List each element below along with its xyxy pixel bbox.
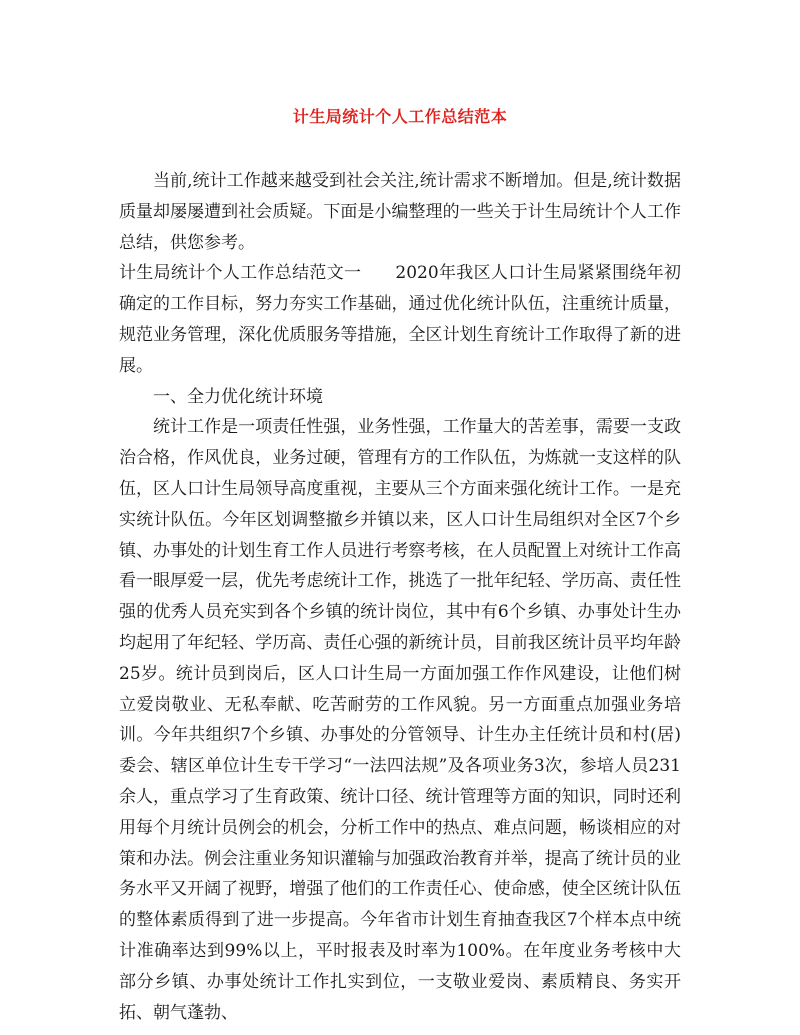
section-heading: 一、全力优化统计环境 <box>153 386 323 407</box>
body-paragraph: 统计工作是一项责任性强，业务性强，工作量大的苦差事，需要一支政治合格，作风优良，业务过硬，管理有方的工作队伍，为炼就一支这样的队伍，区人口计生局领导高度重视，主要从三个方面来强化统计工作。一是充实统计队伍。今年区划调整撤乡并镇以来，区人口计生局组织对全区7个乡镇、办事处的计划生育工作人员进行考察考核，在人员配置上对统计工作高看一眼厚爱一层，优先考虑统计工作，挑选了一批年纪轻、学历高、责任性强的优秀人员充实到各个乡镇的统计岗位，其中有6个乡镇、办事处计生办均起用了年纪轻、学历高、责任心强的新统计员，目前我区统计员平均年龄25岁。统计员到岗后，区人口计生局一方面加强工作作风建设，让他们树立爱岗敬业、无私奉献、吃苦耐劳的工作风貌。另一方面重点加强业务培训。今年共组织7个乡镇、办事处的分管领导、计生办主任统计员和村(居)委会、辖区单位计生专干学习“一法四法规”及各项业务3次，参培人员231余人，重点学习了生育政策、统计口径、统计管理等方面的知识，同时还利用每个月统计员例会的机会，分析工作中的热点、难点问题，畅谈相应的对策和办法。例会注重业务知识灌输与加强政治教育并举，提高了统计员的业务水平又开阔了视野，增强了他们的工作责任心、使命感，使全区统计队伍的整体素质得到了进一步提高。今年省市计划生育抽查我区7个样本点中统计准确率达到99%以上，平时报表及时率为100%。在年度业务考核中大部分乡镇、办事处统计工作扎实到位，一支敬业爱岗、素质精良、务实开拓、朝气蓬勃、 <box>119 417 681 1023</box>
section-label: 计生局统计个人工作总结范文一 <box>119 263 362 284</box>
section-paragraph <box>119 258 681 381</box>
section-opening: 2020年我区人口计生局紧紧围绕年初确定的工作目标，努力夯实工作基础，通过优化统计队伍，注重统计质量，规范业务管理，深化优质服务等措施，全区计划生育统计工作取得了新的进展。 <box>119 263 682 376</box>
document-title: 计生局统计个人工作总结范本 <box>292 107 508 126</box>
document-body <box>119 166 681 1028</box>
intro-paragraph: 当前,统计工作越来越受到社会关注,统计需求不断增加。但是,统计数据质量却屡屡遭到社会质疑。下面是小编整理的一些关于计生局统计个人工作总结，供您参考。 <box>119 171 681 253</box>
